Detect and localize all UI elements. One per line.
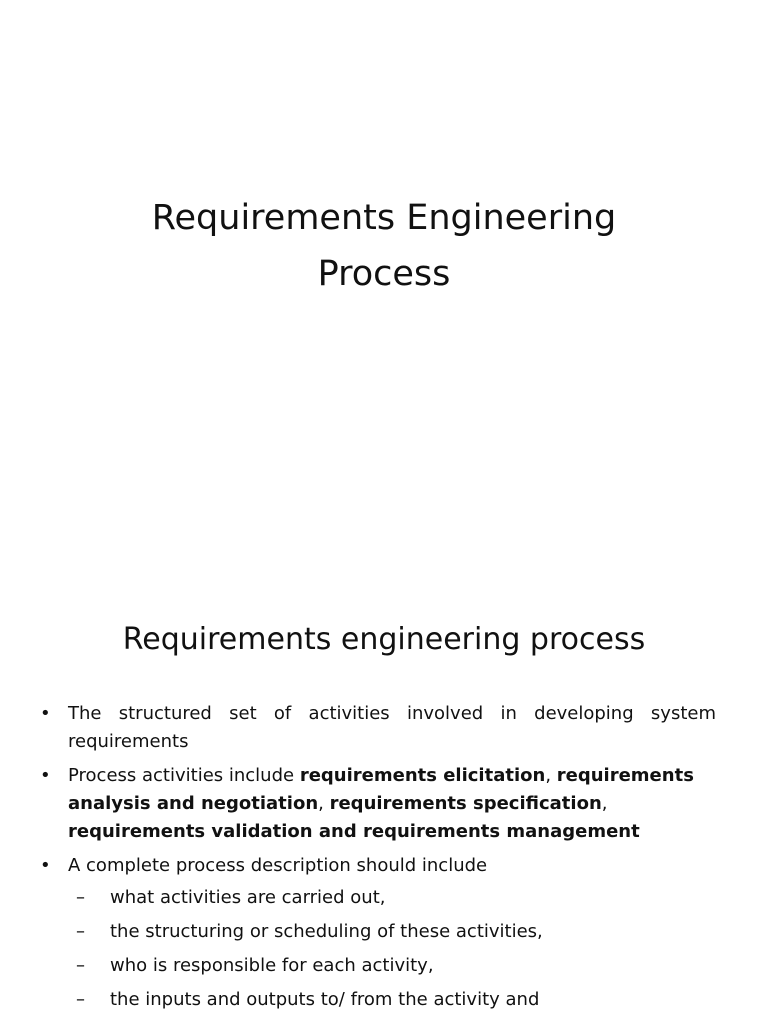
- content-slide-title: Requirements engineering process: [122, 622, 646, 657]
- bullet-text-prefix: Process activities include: [68, 765, 300, 786]
- sub-bullet-list: [68, 884, 716, 1014]
- sub-bullet-text: what activities are carried out,: [110, 887, 386, 908]
- slide-title-line-1: Requirements Engineering: [151, 198, 617, 238]
- sub-bullet-text: the structuring or scheduling of these activities,: [110, 921, 543, 942]
- slide-title: [60, 190, 708, 302]
- sub-bullet-text: who is responsible for each activity,: [110, 955, 434, 976]
- bullet-marker: •: [40, 765, 51, 786]
- sub-bullet-text: the inputs and outputs to/ from the activity and: [110, 989, 540, 1010]
- term-elicitation: requirements elicitation: [299, 765, 546, 786]
- slide-title-line-2: Process: [317, 254, 451, 294]
- sub-bullet-item-3: [76, 952, 716, 980]
- bullet-item-1: [40, 700, 716, 756]
- separator: ,: [601, 793, 608, 814]
- bullet-marker: •: [40, 703, 51, 724]
- bullet-item-2: [40, 762, 716, 846]
- term-analysis: requirements analysis and negotiation: [68, 765, 694, 814]
- separator: ,: [318, 793, 330, 814]
- term-validation: requirements validation and requirements management: [68, 821, 640, 842]
- bullet-marker: •: [40, 855, 51, 876]
- dash-marker: –: [76, 955, 85, 976]
- separator: ,: [545, 765, 557, 786]
- sub-bullet-item-4: [76, 986, 716, 1014]
- bullet-item-3: [40, 852, 716, 1014]
- sub-bullet-item-2: [76, 918, 716, 946]
- dash-marker: –: [76, 887, 85, 908]
- content-slide: [0, 576, 768, 1024]
- term-specification: requirements specification: [329, 793, 602, 814]
- bullet-text: A complete process description should include: [68, 855, 488, 876]
- bullet-list: [40, 700, 716, 1020]
- bullet-text: The structured set of activities involved in developing system requirements: [68, 703, 716, 752]
- dash-marker: –: [76, 989, 85, 1010]
- sub-bullet-item-1: [76, 884, 716, 912]
- dash-marker: –: [76, 921, 85, 942]
